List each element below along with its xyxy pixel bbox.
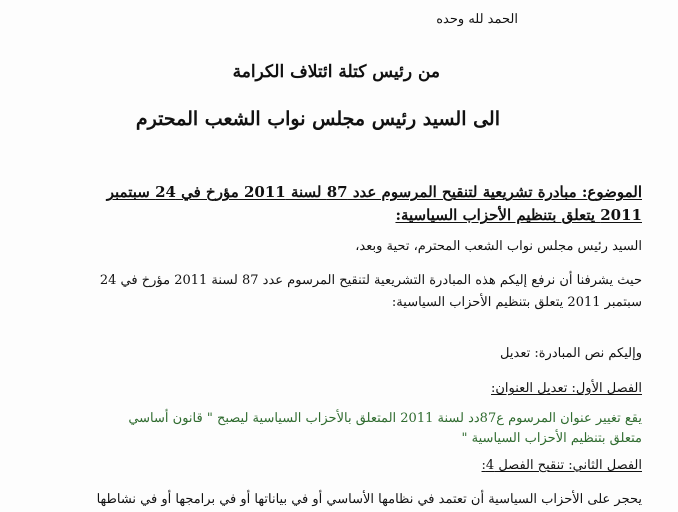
initiative-text-intro: وإليكم نص المبادرة: تعديل	[500, 346, 642, 361]
subject-line-2: 2011 يتعلق بتنظيم الأحزاب السياسية:	[395, 206, 642, 224]
chapter2-line-1: يحجر على الأحزاب السياسية أن تعتمد في نظامها الأساسي أو في بياناتها أو في برامجها أو في نشاطها	[96, 492, 642, 507]
sender-line: من رئيس كتلة ائتلاف الكرامة	[232, 62, 440, 82]
subject-line-1: الموضوع: مبادرة تشريعية لتنقيح المرسوم عدد 87 لسنة 2011 مؤرخ في 24 سبتمبر	[106, 183, 642, 201]
invocation-text: الحمد لله وحده	[436, 12, 518, 27]
chapter1-line-2: متعلق بتنظيم الأحزاب السياسية "	[461, 431, 642, 446]
intro-line-2: سبتمبر 2011 يتعلق بتنظيم الأحزاب السياسية:	[391, 295, 642, 310]
greeting-text: السيد رئيس مجلس نواب الشعب المحترم، تحية وبعد،	[355, 239, 642, 254]
recipient-line: الى السيد رئيس مجلس نواب الشعب المحترم	[135, 108, 500, 130]
chapter1-title: الفصل الأول: تعديل العنوان:	[491, 381, 642, 396]
chapter1-line-1: يقع تغيير عنوان المرسوم ع87دد لسنة 2011 المتعلق بالأحزاب السياسية ليصبح " قانون أساسي	[128, 411, 642, 426]
intro-line-1: حيث يشرفنا أن نرفع إليكم هذه المبادرة التشريعية لتنقيح المرسوم عدد 87 لسنة 2011 مؤرخ في 24	[99, 273, 642, 288]
chapter2-title: الفصل الثاني: تنقيح الفصل 4:	[481, 458, 642, 473]
